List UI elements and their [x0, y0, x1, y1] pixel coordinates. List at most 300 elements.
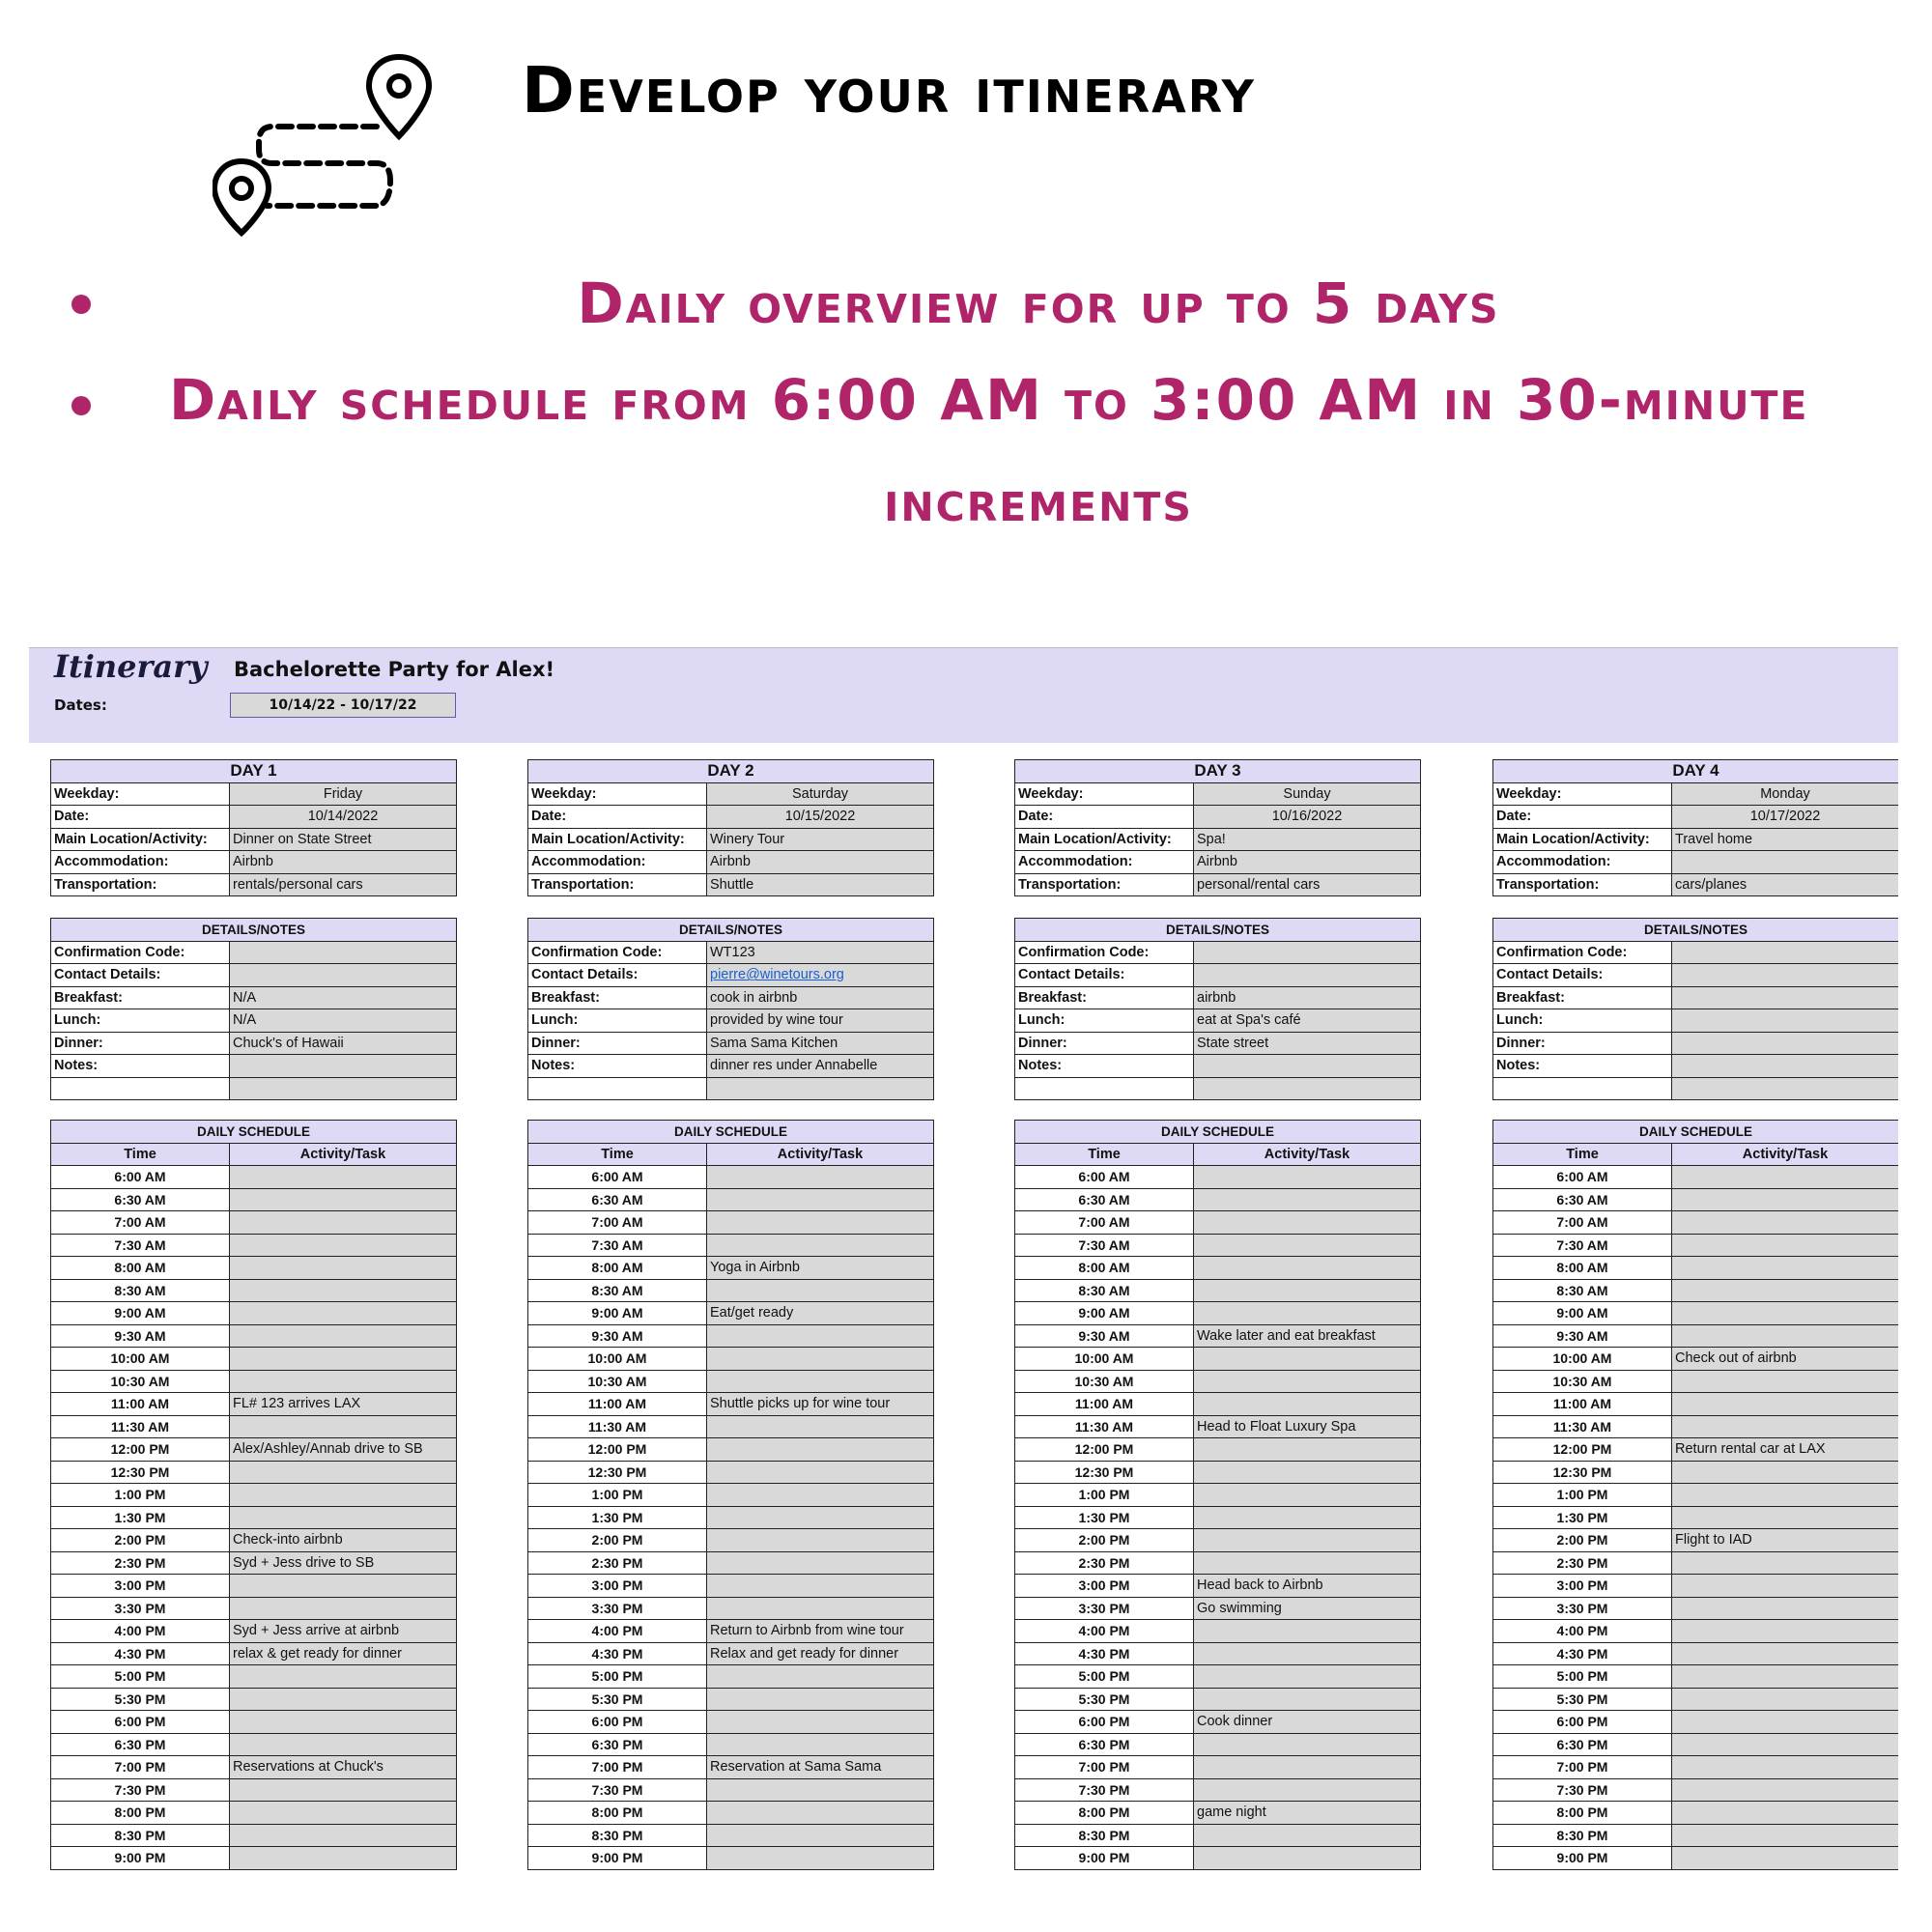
schedule-row [1493, 1506, 1899, 1529]
schedule-row [1493, 1484, 1899, 1507]
day-title: DAY 1 [51, 760, 457, 783]
schedule-row [528, 1279, 934, 1302]
daily-schedule-table [527, 1120, 934, 1870]
task-cell[interactable]: Syd + Jess arrive at airbnb [230, 1620, 457, 1643]
weekday-value[interactable]: Saturday [707, 782, 934, 806]
task-cell[interactable] [1194, 1847, 1421, 1870]
time-cell: 12:30 PM [1015, 1461, 1194, 1484]
task-cell[interactable] [1672, 1688, 1899, 1711]
details-row [1493, 964, 1899, 987]
task-column-header: Activity/Task [1672, 1143, 1899, 1166]
task-cell[interactable] [707, 1324, 934, 1348]
itinerary-sheet [29, 647, 1898, 1872]
confirmation-value[interactable] [1672, 941, 1899, 964]
main_location-value[interactable]: Dinner on State Street [230, 828, 457, 851]
time-cell: 12:30 PM [528, 1461, 707, 1484]
task-cell[interactable]: Check out of airbnb [1672, 1348, 1899, 1371]
lunch-label: Lunch: [1015, 1009, 1194, 1033]
main_location-label: Main Location/Activity: [528, 828, 707, 851]
main_location-value[interactable]: Winery Tour [707, 828, 934, 851]
overview-row [51, 806, 457, 829]
weekday-label: Weekday: [1015, 782, 1194, 806]
schedule-row [1493, 1302, 1899, 1325]
schedule-row [51, 1733, 457, 1756]
schedule-row [1015, 1711, 1421, 1734]
contact-link[interactable]: pierre@winetours.org [710, 967, 844, 983]
time-cell: 7:00 AM [1015, 1211, 1194, 1235]
task-cell[interactable] [230, 1324, 457, 1348]
schedule-row [1493, 1438, 1899, 1462]
contact-value[interactable] [1672, 964, 1899, 987]
task-cell[interactable] [1672, 1756, 1899, 1779]
time-cell: 8:00 PM [51, 1802, 230, 1825]
schedule-row [1493, 1847, 1899, 1870]
schedule-row [51, 1348, 457, 1371]
notes-value[interactable] [1194, 1055, 1421, 1078]
task-cell[interactable] [1194, 1234, 1421, 1257]
task-cell[interactable] [1672, 1188, 1899, 1211]
dates-label: Dates: [54, 696, 107, 714]
task-cell[interactable] [1194, 1438, 1421, 1462]
confirmation-value[interactable] [1194, 941, 1421, 964]
task-cell[interactable] [1194, 1279, 1421, 1302]
details-row [528, 1009, 934, 1033]
task-cell[interactable] [1194, 1166, 1421, 1189]
task-cell[interactable] [707, 1461, 934, 1484]
task-cell[interactable] [230, 1211, 457, 1235]
transportation-value[interactable]: Shuttle [707, 873, 934, 896]
notes-label: Notes: [1493, 1055, 1672, 1078]
task-cell[interactable] [707, 1166, 934, 1189]
page-title: Develop your itinerary [522, 53, 1256, 128]
main_location-label: Main Location/Activity: [1493, 828, 1672, 851]
task-cell[interactable] [1672, 1211, 1899, 1235]
task-cell[interactable] [1194, 1393, 1421, 1416]
contact-value[interactable] [230, 964, 457, 987]
time-cell: 12:00 PM [1015, 1438, 1194, 1462]
transportation-label: Transportation: [51, 873, 230, 896]
time-cell: 7:00 AM [528, 1211, 707, 1235]
time-cell: 3:30 PM [1493, 1597, 1672, 1620]
schedule-row [528, 1415, 934, 1438]
time-cell: 10:30 AM [51, 1370, 230, 1393]
schedule-row [1015, 1438, 1421, 1462]
schedule-row [528, 1188, 934, 1211]
task-cell[interactable]: Relax and get ready for dinner [707, 1642, 934, 1665]
date-value[interactable]: 10/14/2022 [230, 806, 457, 829]
task-cell[interactable] [1194, 1665, 1421, 1689]
task-cell[interactable] [230, 1688, 457, 1711]
time-cell: 8:00 AM [1493, 1257, 1672, 1280]
schedule-row [528, 1257, 934, 1280]
task-cell[interactable] [1672, 1824, 1899, 1847]
task-cell[interactable] [1194, 1824, 1421, 1847]
task-cell[interactable] [1672, 1302, 1899, 1325]
task-cell[interactable] [1194, 1211, 1421, 1235]
weekday-value[interactable]: Monday [1672, 782, 1899, 806]
task-cell[interactable] [707, 1415, 934, 1438]
task-cell[interactable] [1194, 1551, 1421, 1575]
task-cell[interactable] [1194, 1506, 1421, 1529]
confirmation-value[interactable]: WT123 [707, 941, 934, 964]
day-title: DAY 3 [1015, 760, 1421, 783]
task-cell[interactable] [230, 1802, 457, 1825]
task-cell[interactable] [1194, 1756, 1421, 1779]
task-cell[interactable]: Reservation at Sama Sama [707, 1756, 934, 1779]
overview-row [1493, 873, 1899, 896]
schedule-row [528, 1302, 934, 1325]
date-value[interactable]: 10/15/2022 [707, 806, 934, 829]
breakfast-value[interactable] [1672, 986, 1899, 1009]
time-cell: 8:30 PM [1493, 1824, 1672, 1847]
task-cell[interactable] [230, 1506, 457, 1529]
schedule-row [1493, 1688, 1899, 1711]
time-cell: 3:00 PM [1015, 1575, 1194, 1598]
accommodation-label: Accommodation: [51, 851, 230, 874]
task-cell[interactable] [1672, 1778, 1899, 1802]
schedule-row [51, 1597, 457, 1620]
task-cell[interactable] [707, 1370, 934, 1393]
task-cell[interactable]: Head back to Airbnb [1194, 1575, 1421, 1598]
schedule-row [1015, 1415, 1421, 1438]
task-cell[interactable]: relax & get ready for dinner [230, 1642, 457, 1665]
time-cell: 5:30 PM [528, 1688, 707, 1711]
task-cell[interactable] [707, 1551, 934, 1575]
task-cell[interactable] [707, 1711, 934, 1734]
time-cell: 2:00 PM [1493, 1529, 1672, 1552]
task-cell[interactable] [1672, 1597, 1899, 1620]
task-cell[interactable] [230, 1166, 457, 1189]
task-cell[interactable] [1194, 1461, 1421, 1484]
task-cell[interactable] [707, 1234, 934, 1257]
task-cell[interactable] [707, 1575, 934, 1598]
schedule-row [528, 1824, 934, 1847]
task-cell[interactable] [707, 1484, 934, 1507]
schedule-row [528, 1506, 934, 1529]
dates-field[interactable]: 10/14/22 - 10/17/22 [230, 693, 456, 718]
details-row [528, 986, 934, 1009]
transportation-value[interactable]: cars/planes [1672, 873, 1899, 896]
task-cell[interactable] [230, 1847, 457, 1870]
task-cell[interactable] [707, 1211, 934, 1235]
schedule-row [1015, 1484, 1421, 1507]
task-cell[interactable] [1672, 1257, 1899, 1280]
task-cell[interactable] [1194, 1529, 1421, 1552]
schedule-row [1015, 1597, 1421, 1620]
task-cell[interactable] [707, 1824, 934, 1847]
lunch-value[interactable]: provided by wine tour [707, 1009, 934, 1033]
task-cell[interactable] [230, 1257, 457, 1280]
main_location-value[interactable]: Travel home [1672, 828, 1899, 851]
task-cell[interactable] [230, 1461, 457, 1484]
task-cell[interactable] [707, 1733, 934, 1756]
time-cell: 7:30 AM [51, 1234, 230, 1257]
task-cell[interactable] [1672, 1802, 1899, 1825]
dinner-value[interactable]: State street [1194, 1032, 1421, 1055]
weekday-label: Weekday: [51, 782, 230, 806]
schedule-row [1015, 1620, 1421, 1643]
task-cell[interactable] [1672, 1324, 1899, 1348]
task-cell[interactable]: Reservations at Chuck's [230, 1756, 457, 1779]
schedule-row [1493, 1370, 1899, 1393]
task-cell[interactable] [707, 1802, 934, 1825]
task-cell[interactable] [1672, 1711, 1899, 1734]
time-cell: 8:00 AM [51, 1257, 230, 1280]
task-cell[interactable] [1672, 1461, 1899, 1484]
schedule-row [1015, 1824, 1421, 1847]
schedule-row [528, 1620, 934, 1643]
feature-daily-schedule: Daily schedule from 6:00 AM to 3:00 AM in 30-minute [169, 367, 1809, 433]
task-cell[interactable] [707, 1778, 934, 1802]
task-cell[interactable] [230, 1302, 457, 1325]
time-cell: 7:00 AM [1493, 1211, 1672, 1235]
schedule-row [528, 1688, 934, 1711]
schedule-row [1015, 1461, 1421, 1484]
blank-value[interactable] [707, 1077, 934, 1100]
time-cell: 3:30 PM [1015, 1597, 1194, 1620]
confirmation-value[interactable] [230, 941, 457, 964]
task-cell[interactable] [707, 1506, 934, 1529]
schedule-row [528, 1575, 934, 1598]
task-cell[interactable] [1672, 1279, 1899, 1302]
task-cell[interactable] [1194, 1778, 1421, 1802]
time-cell: 12:30 PM [1493, 1461, 1672, 1484]
task-cell[interactable] [1672, 1665, 1899, 1689]
task-cell[interactable] [230, 1597, 457, 1620]
schedule-row [1493, 1642, 1899, 1665]
day-title: DAY 2 [528, 760, 934, 783]
lunch-value[interactable]: eat at Spa's café [1194, 1009, 1421, 1033]
task-cell[interactable] [1672, 1234, 1899, 1257]
task-cell[interactable]: Wake later and eat breakfast [1194, 1324, 1421, 1348]
task-cell[interactable] [707, 1438, 934, 1462]
task-cell[interactable]: Cook dinner [1194, 1711, 1421, 1734]
task-cell[interactable]: Yoga in Airbnb [707, 1257, 934, 1280]
task-cell[interactable] [1672, 1642, 1899, 1665]
task-cell[interactable] [1672, 1166, 1899, 1189]
task-cell[interactable] [1672, 1506, 1899, 1529]
schedule-row [51, 1711, 457, 1734]
task-cell[interactable]: FL# 123 arrives LAX [230, 1393, 457, 1416]
task-cell[interactable] [230, 1188, 457, 1211]
schedule-row [528, 1778, 934, 1802]
accommodation-value[interactable]: Airbnb [707, 851, 934, 874]
task-cell[interactable]: Flight to IAD [1672, 1529, 1899, 1552]
breakfast-value[interactable]: N/A [230, 986, 457, 1009]
task-cell[interactable] [1672, 1620, 1899, 1643]
blank-value[interactable] [1672, 1077, 1899, 1100]
task-cell[interactable] [230, 1665, 457, 1689]
blank-value[interactable] [230, 1077, 457, 1100]
accommodation-value[interactable]: Airbnb [1194, 851, 1421, 874]
task-cell[interactable] [1194, 1257, 1421, 1280]
task-cell[interactable] [1672, 1370, 1899, 1393]
accommodation-label: Accommodation: [528, 851, 707, 874]
transportation-label: Transportation: [1015, 873, 1194, 896]
lunch-value[interactable]: N/A [230, 1009, 457, 1033]
blank-label [1493, 1077, 1672, 1100]
schedule-row [528, 1211, 934, 1235]
dinner-value[interactable]: Sama Sama Kitchen [707, 1032, 934, 1055]
overview-row [51, 873, 457, 896]
time-cell: 7:30 AM [1493, 1234, 1672, 1257]
schedule-row [528, 1756, 934, 1779]
task-cell[interactable]: Go swimming [1194, 1597, 1421, 1620]
task-cell[interactable] [1672, 1484, 1899, 1507]
details-row [1015, 964, 1421, 987]
weekday-value[interactable]: Friday [230, 782, 457, 806]
transportation-label: Transportation: [528, 873, 707, 896]
schedule-row [1015, 1756, 1421, 1779]
time-cell: 5:30 PM [51, 1688, 230, 1711]
task-cell[interactable] [230, 1733, 457, 1756]
task-cell[interactable] [707, 1188, 934, 1211]
schedule-row [1493, 1778, 1899, 1802]
task-cell[interactable] [1194, 1484, 1421, 1507]
task-cell[interactable] [1672, 1847, 1899, 1870]
task-cell[interactable] [707, 1688, 934, 1711]
task-cell[interactable] [230, 1415, 457, 1438]
schedule-row [1493, 1393, 1899, 1416]
lunch-label: Lunch: [51, 1009, 230, 1033]
schedule-row [1493, 1665, 1899, 1689]
time-cell: 9:00 PM [1493, 1847, 1672, 1870]
schedule-header: DAILY SCHEDULE [51, 1121, 457, 1144]
date-value[interactable]: 10/16/2022 [1194, 806, 1421, 829]
itinerary-logo: Itinerary [54, 648, 208, 685]
schedule-row [51, 1551, 457, 1575]
task-cell[interactable] [230, 1348, 457, 1371]
overview-row [1493, 782, 1899, 806]
task-cell[interactable] [230, 1484, 457, 1507]
contact-value[interactable] [1194, 964, 1421, 987]
task-cell[interactable]: Shuttle picks up for wine tour [707, 1393, 934, 1416]
task-cell[interactable] [707, 1597, 934, 1620]
dinner-value[interactable] [1672, 1032, 1899, 1055]
task-cell[interactable] [1194, 1370, 1421, 1393]
schedule-row [51, 1642, 457, 1665]
task-cell[interactable] [230, 1234, 457, 1257]
task-cell[interactable] [230, 1778, 457, 1802]
time-cell: 6:00 AM [528, 1166, 707, 1189]
task-cell[interactable] [1194, 1733, 1421, 1756]
task-cell[interactable] [230, 1575, 457, 1598]
contact-value[interactable] [707, 964, 934, 987]
task-cell[interactable] [1672, 1733, 1899, 1756]
details-notes-table [1014, 918, 1421, 1100]
details-row [1015, 986, 1421, 1009]
task-cell[interactable]: Syd + Jess drive to SB [230, 1551, 457, 1575]
time-cell: 4:30 PM [51, 1642, 230, 1665]
schedule-row [528, 1711, 934, 1734]
transportation-value[interactable]: personal/rental cars [1194, 873, 1421, 896]
time-cell: 7:00 PM [51, 1756, 230, 1779]
task-cell[interactable]: Return rental car at LAX [1672, 1438, 1899, 1462]
task-cell[interactable] [707, 1279, 934, 1302]
task-cell[interactable]: Head to Float Luxury Spa [1194, 1415, 1421, 1438]
task-cell[interactable] [1672, 1551, 1899, 1575]
task-cell[interactable]: Alex/Ashley/Annab drive to SB [230, 1438, 457, 1462]
blank-value[interactable] [1194, 1077, 1421, 1100]
time-cell: 9:30 AM [1493, 1324, 1672, 1348]
notes-value[interactable]: dinner res under Annabelle [707, 1055, 934, 1078]
task-cell[interactable] [707, 1665, 934, 1689]
details-row [51, 964, 457, 987]
schedule-row [528, 1234, 934, 1257]
schedule-row [1015, 1575, 1421, 1598]
task-cell[interactable] [230, 1824, 457, 1847]
task-cell[interactable] [707, 1529, 934, 1552]
confirmation-label: Confirmation Code: [1015, 941, 1194, 964]
transportation-value[interactable]: rentals/personal cars [230, 873, 457, 896]
breakfast-value[interactable]: airbnb [1194, 986, 1421, 1009]
overview-row [51, 851, 457, 874]
task-cell[interactable] [1194, 1188, 1421, 1211]
schedule-row [51, 1393, 457, 1416]
blank-label [51, 1077, 230, 1100]
schedule-row [51, 1620, 457, 1643]
schedule-row [1493, 1597, 1899, 1620]
notes-value[interactable] [230, 1055, 457, 1078]
time-cell: 8:30 AM [1493, 1279, 1672, 1302]
task-cell[interactable] [1672, 1393, 1899, 1416]
breakfast-value[interactable]: cook in airbnb [707, 986, 934, 1009]
contact-label: Contact Details: [528, 964, 707, 987]
date-value[interactable]: 10/17/2022 [1672, 806, 1899, 829]
task-cell[interactable] [230, 1370, 457, 1393]
dinner-label: Dinner: [51, 1032, 230, 1055]
overview-row [1015, 873, 1421, 896]
time-cell: 8:30 AM [528, 1279, 707, 1302]
task-cell[interactable] [1194, 1620, 1421, 1643]
main_location-value[interactable]: Spa! [1194, 828, 1421, 851]
task-cell[interactable] [707, 1348, 934, 1371]
accommodation-value[interactable]: Airbnb [230, 851, 457, 874]
task-cell[interactable] [1194, 1302, 1421, 1325]
lunch-value[interactable] [1672, 1009, 1899, 1033]
event-title[interactable]: Bachelorette Party for Alex! [234, 658, 555, 681]
task-cell[interactable] [1194, 1642, 1421, 1665]
time-cell: 9:30 AM [528, 1324, 707, 1348]
task-cell[interactable]: game night [1194, 1802, 1421, 1825]
time-cell: 1:30 PM [1015, 1506, 1194, 1529]
time-cell: 11:30 AM [1493, 1415, 1672, 1438]
task-cell[interactable] [230, 1711, 457, 1734]
weekday-value[interactable]: Sunday [1194, 782, 1421, 806]
dinner-value[interactable]: Chuck's of Hawaii [230, 1032, 457, 1055]
schedule-row [51, 1461, 457, 1484]
task-cell[interactable]: Return to Airbnb from wine tour [707, 1620, 934, 1643]
task-cell[interactable] [1672, 1415, 1899, 1438]
schedule-row [1493, 1756, 1899, 1779]
task-cell[interactable]: Check-into airbnb [230, 1529, 457, 1552]
accommodation-value[interactable] [1672, 851, 1899, 874]
time-cell: 10:30 AM [528, 1370, 707, 1393]
task-cell[interactable] [1194, 1348, 1421, 1371]
task-cell[interactable] [707, 1847, 934, 1870]
task-cell[interactable]: Eat/get ready [707, 1302, 934, 1325]
time-cell: 10:00 AM [51, 1348, 230, 1371]
schedule-row [51, 1847, 457, 1870]
schedule-row [51, 1506, 457, 1529]
time-cell: 9:00 PM [528, 1847, 707, 1870]
schedule-row [1015, 1847, 1421, 1870]
time-cell: 2:30 PM [1493, 1551, 1672, 1575]
task-cell[interactable] [230, 1279, 457, 1302]
notes-value[interactable] [1672, 1055, 1899, 1078]
task-cell[interactable] [1194, 1688, 1421, 1711]
task-cell[interactable] [1672, 1575, 1899, 1598]
